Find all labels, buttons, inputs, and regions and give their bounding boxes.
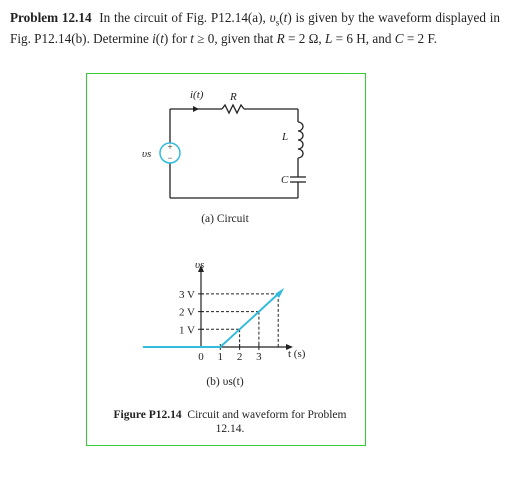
x-tick-label: 3	[256, 351, 262, 363]
i-symbol: i	[152, 30, 156, 46]
t-symbol: t	[160, 30, 164, 46]
x-axis-label: t (s)	[288, 348, 306, 360]
waveform-chart	[143, 265, 293, 363]
problem-text: (	[279, 10, 284, 25]
problem-text: ≥ 0, given that	[193, 30, 277, 46]
problem-text: ) is given by the waveform displayed in Fig. P12.14(b). Determine	[10, 10, 501, 46]
x-tick-label: 2	[236, 351, 243, 363]
problem-text: ) for	[163, 30, 191, 46]
inductor	[298, 122, 303, 158]
waveform-line	[143, 294, 278, 347]
source-label: υs	[142, 148, 152, 160]
source-plus-sign: +	[167, 142, 173, 152]
r-symbol: R	[276, 30, 285, 46]
y-tick-label: 3 V	[179, 288, 195, 301]
c-symbol: C	[394, 30, 404, 46]
current-label: i(t)	[190, 89, 204, 101]
resistor	[222, 105, 244, 113]
problem-text: (	[155, 30, 161, 46]
vs-symbol: υ	[269, 10, 276, 25]
t-symbol: t	[283, 10, 288, 25]
x-tick-label: 1	[217, 351, 224, 363]
waveform-subcaption: (b) υs(t)	[206, 376, 244, 388]
l-symbol: L	[325, 30, 333, 46]
inductor-label: L	[282, 131, 289, 143]
y-axis-label: υs	[195, 259, 205, 271]
circuit-subcaption: (a) Circuit	[201, 213, 249, 225]
caption-label: Figure P12.14	[113, 409, 182, 421]
problem-text: = 6 H, and	[332, 30, 395, 46]
y-tick-label: 2 V	[179, 306, 195, 319]
source-minus-sign: −	[167, 153, 173, 163]
current-arrow-icon	[193, 106, 199, 112]
caption-text: Circuit and waveform for Problem 12.14.	[187, 409, 347, 435]
problem-label: Problem 12.14	[10, 10, 92, 25]
problem-text: = 2 F.	[403, 30, 438, 46]
problem-text: In the circuit of Fig. P12.14(a),	[99, 10, 270, 25]
figure-caption	[100, 408, 360, 436]
resistor-label: R	[230, 91, 237, 103]
problem-text: = 2 Ω,	[284, 30, 325, 46]
t-symbol: t	[190, 30, 194, 46]
y-tick-label: 1 V	[179, 324, 195, 337]
capacitor-label: C	[281, 174, 289, 186]
x-tick-label: 0	[198, 351, 204, 363]
vs-subscript: s	[275, 17, 280, 28]
